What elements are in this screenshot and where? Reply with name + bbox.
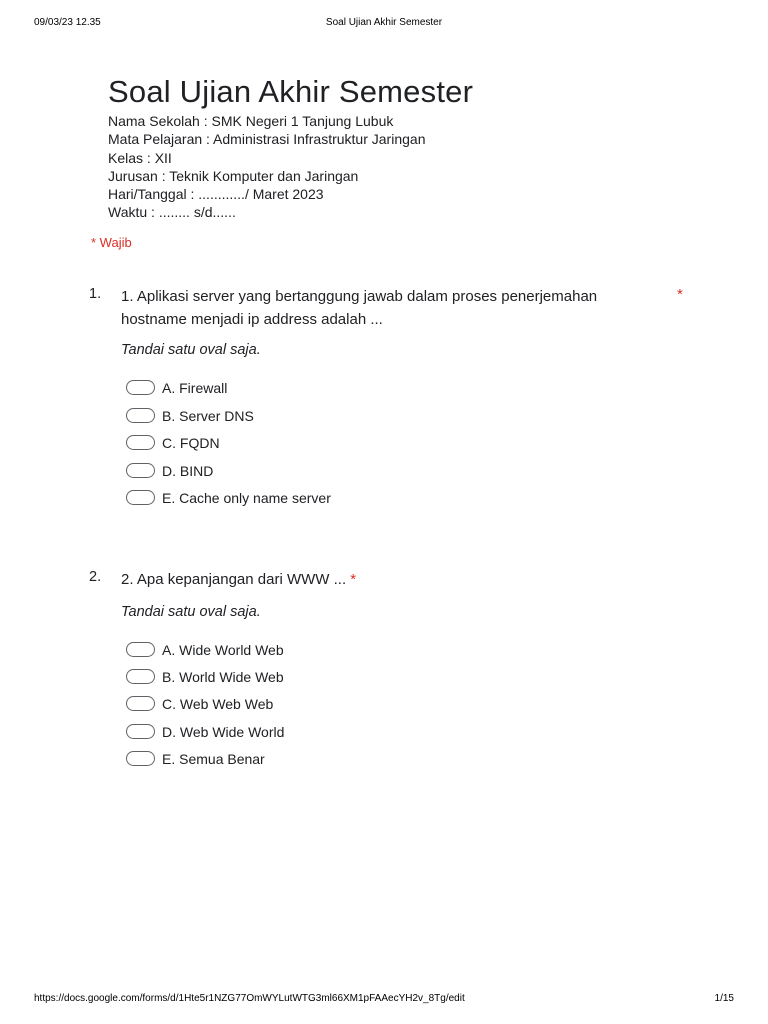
radio-oval[interactable] — [126, 463, 155, 478]
option-label: B. Server DNS — [162, 408, 254, 424]
question-text — [121, 569, 641, 592]
option-label: E. Cache only name server — [162, 490, 331, 506]
radio-oval[interactable] — [126, 724, 155, 739]
print-footer — [0, 993, 768, 1007]
option-label: C. FQDN — [162, 435, 220, 451]
question-text: 1. Aplikasi server yang bertanggung jawab dalam proses penerjemahan hostname menjadi ip address adalah ... — [121, 288, 598, 328]
question-text-label: 2. Apa kepanjangan dari WWW ... — [121, 571, 347, 588]
required-mark: * — [677, 286, 683, 303]
radio-oval[interactable] — [126, 751, 155, 766]
desc-line-date: Hari/Tanggal : ............/ Maret 2023 — [108, 186, 324, 203]
required-mark: * — [350, 571, 357, 588]
required-note: * Wajib — [91, 235, 132, 250]
question-number: 1. — [89, 286, 102, 302]
question-instruction: Tandai satu oval saja. — [121, 342, 261, 358]
radio-oval[interactable] — [126, 380, 155, 395]
radio-oval[interactable] — [126, 669, 155, 684]
print-header — [0, 17, 768, 31]
desc-line-class: Kelas : XII — [108, 149, 172, 166]
option-label: E. Semua Benar — [162, 751, 265, 767]
form-title: Soal Ujian Akhir Semester — [108, 74, 474, 109]
radio-oval[interactable] — [126, 696, 155, 711]
print-url: https://docs.google.com/forms/d/1Hte5r1NZG77OmWYLutWTG3ml66XM1pFAAecYH2v_8Tg/edit — [34, 993, 465, 1004]
option-label: B. World Wide Web — [162, 669, 284, 685]
desc-line-subject: Mata Pelajaran : Administrasi Infrastruktur Jaringan — [108, 131, 426, 148]
print-datetime: 09/03/23 12.35 — [34, 17, 101, 28]
radio-oval[interactable] — [126, 490, 155, 505]
form-description — [108, 112, 425, 222]
print-title: Soal Ujian Akhir Semester — [325, 17, 443, 28]
radio-oval[interactable] — [126, 642, 155, 657]
option-label: D. BIND — [162, 463, 214, 479]
page-number: 1/15 — [714, 993, 734, 1004]
question-number: 2. — [89, 569, 102, 585]
option-label: A. Firewall — [162, 380, 228, 396]
desc-line-school: Nama Sekolah : SMK Negeri 1 Tanjung Lubuk — [108, 113, 394, 129]
option-label: A. Wide World Web — [162, 642, 284, 658]
desc-line-time: Waktu : ........ s/d...... — [108, 204, 236, 221]
option-label: C. Web Web Web — [162, 696, 274, 712]
question-instruction: Tandai satu oval saja. — [121, 604, 261, 620]
radio-oval[interactable] — [126, 408, 155, 423]
option-label: D. Web Wide World — [162, 724, 285, 740]
desc-line-major: Jurusan : Teknik Komputer dan Jaringan — [108, 167, 359, 184]
radio-oval[interactable] — [126, 435, 155, 450]
